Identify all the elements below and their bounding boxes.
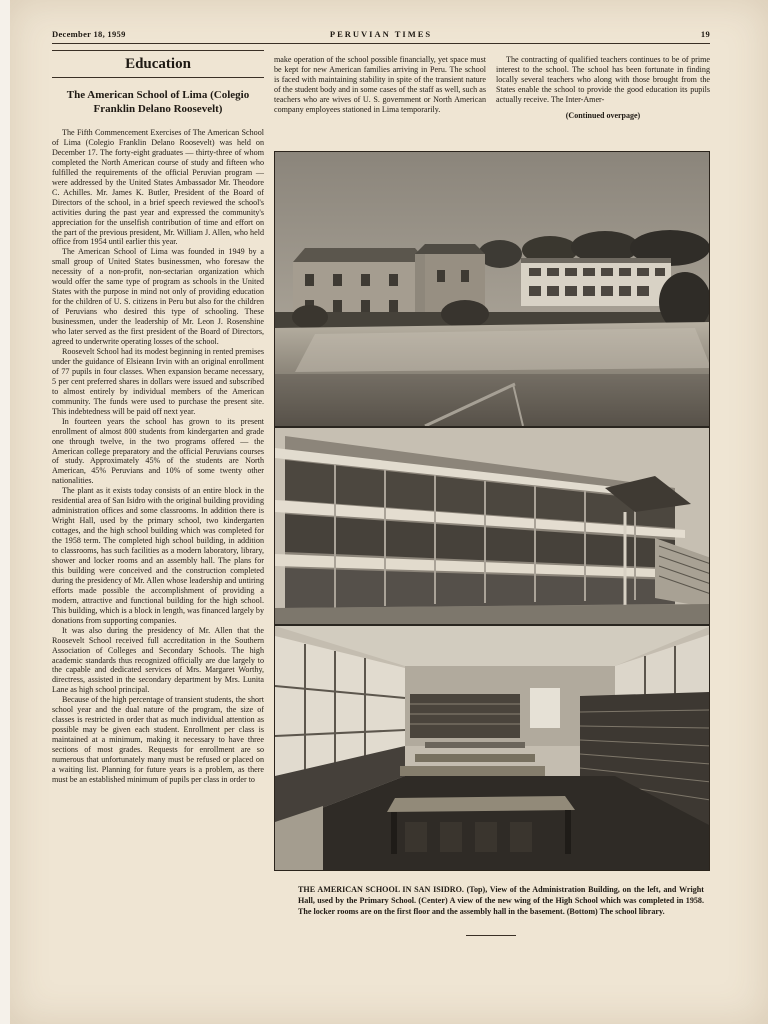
- article-title: The American School of Lima (Colegio Franklin Delano Roosevelt): [66, 89, 250, 115]
- article-body-col3: [496, 55, 710, 121]
- paragraph: In fourteen years the school has grown to its present enrollment of almost 800 students from kindergarten and grade one through twelve, in the two programs offered — the American college preparatory and the official Peruvians courses of study. Approximately 45% of the students are North American, 45% Peruvians and 10% of some twenty other nationalities.: [52, 416, 264, 486]
- paragraph: The plant as it exists today consists of an entire block in the residential area of San Isidro with the original building providing administration offices and some classrooms. In addition there is Wright Hall, used by the primary school, two kindergarten cottages, and the high school building which was completed for the 1958 term. The completed high school building, in addition to classrooms, has such facilities as a modern laboratory, library, shower and locker rooms and an assembly hall. The plans for this building were conceived and the construction completed during the presidency of Mr. Allen whose leadership and untiring efforts made possible the accomplishment of providing a modern, attractive and functional building for the high school. This building, which is a block in length, was financed largely by donations from supporting companies.: [52, 486, 264, 625]
- issue-date: December 18, 1959: [52, 29, 126, 39]
- photo-school-library: [275, 626, 710, 871]
- section-title: Education: [125, 56, 191, 72]
- photo-strip: [274, 151, 710, 871]
- paragraph: The Fifth Commencement Exercises of The American School of Lima (Colegio Franklin Delano Roosevelt) was held on December 17. The forty-eight graduates — thirty-three of whom completed the North American course of study and fifteen who fulfilled the requirements of the official Peruvian program — were addressed by the United States Ambassador Mr. Theodore C. Achilles. Mr. James K. Butler, President of the Board of Directors of the school, in a brief speech reviewed the school's activities during the past year and expressed the community's appreciation for the unselfish contribution of time and effort on the part of the previous president, Mr. William J. Allen, who held office from 1954 until earlier this year.: [52, 128, 264, 247]
- paragraph: The American School of Lima was founded in 1949 by a small group of United States businessmen, who foresaw the necessity of a non-profit, non-sectarian organization which would offer the same type of program as schools in the United States with the purpose in mind not only of providing education for the children of U. S. citizens in Peru but also for the children of Peruvians who desired this type of schooling. These businessmen, under the leadership of Mr. Leon J. Rosenshine who later served as the first president of the Board of Directors, agreed to underwrite operating losses of the school.: [52, 247, 264, 347]
- page-number: 19: [700, 29, 710, 39]
- continued-notice: (Continued overpage): [565, 110, 641, 120]
- paragraph: Because of the high percentage of transient students, the short school year and the dual nature of the program, the size of classes is restricted in order that as much individual attention as possible may be given each student. Enrollment per class is maintained at a minimum, making it necessary to have three sections of most grades. Requests for enrollment are so numerous that unfortunately many must be refused or placed on a waiting list. Planning for future years is a problem, as there must be an established minimum of pupils per class in order to: [52, 695, 264, 784]
- section-rule-bottom: [52, 77, 264, 78]
- column-1: [52, 50, 264, 785]
- page-header: [52, 29, 710, 43]
- scan-edge: [0, 0, 10, 1024]
- publication-name: PERUVIAN TIMES: [329, 29, 433, 39]
- paragraph: Roosevelt School had its modest beginning in rented premises under the guidance of Elsieann Irvin with an original enrollment of 77 pupils in four classes. When expansion became necessary, 5 per cent preferred shares in dollars were issued and subscribed to almost entirely by individual members of the American community. The funds were used to purchase the present site. This indebtedness will be paid off next year.: [52, 346, 264, 416]
- paragraph: make operation of the school possible financially, yet space must be kept for new American families arriving in Peru. The school is faced with maintaining stability in spite of the transient nature of the student body and in some cases of the staff as well, such as teachers who are wives of U. S. government or North American company employees stationed in Lima temporarily.: [274, 55, 486, 114]
- header-rule: [52, 43, 710, 44]
- photo-caption: THE AMERICAN SCHOOL IN SAN ISIDRO. (Top), View of the Administration Building, on the left, and Wright Hall, used by the Primary School. (Center) A view of the new wing of the High School which was completed in 1958. The locker rooms are on the first floor and the assembly hall in the basement. (Bottom) The school library.: [298, 885, 704, 916]
- article-body-col1: [52, 128, 264, 785]
- paragraph: It was also during the presidency of Mr. Allen that the Roosevelt School received full accreditation in the Southern Association of Colleges and Secondary Schools. The high academic standards thus recognized officially are due largely to the capable and dedicated services of Mrs. Margaret Worthy, directress, assisted in the secondary department by Mrs. Lunita Lane as high school principal.: [52, 625, 264, 695]
- photo-administration-building: [275, 152, 710, 426]
- caption-rule: [466, 935, 516, 936]
- photo-high-school-wing: [275, 428, 710, 624]
- article-body-col2: [274, 55, 486, 115]
- paragraph: The contracting of qualified teachers continues to be of prime interest to the school. The school has been fortunate in finding locally several teachers who along with those brought from the States enable the school to provide the good education its pupils actually receive. The Inter-Amer-: [496, 55, 710, 104]
